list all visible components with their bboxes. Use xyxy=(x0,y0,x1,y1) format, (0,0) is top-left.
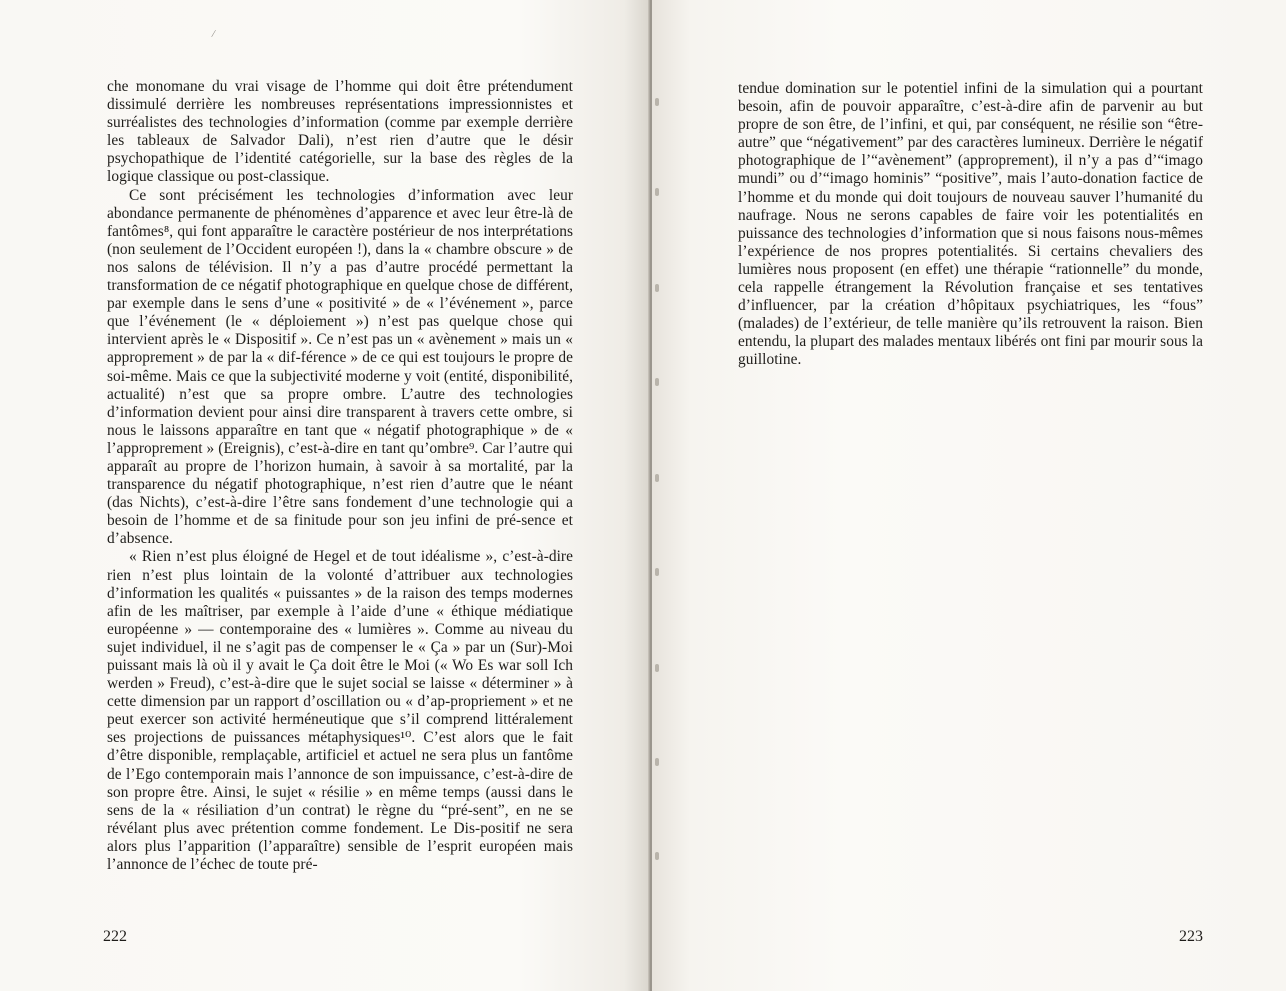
binding-stitch xyxy=(655,284,659,292)
binding-stitch xyxy=(655,474,659,482)
right-page-text xyxy=(738,80,1203,370)
page-number: 223 xyxy=(1179,928,1203,945)
binding-stitch xyxy=(655,568,659,576)
binding-stitch xyxy=(655,758,659,766)
paragraph: « Rien n’est plus éloigné de Hegel et de tout idéalisme », c’est-à-dire rien n’est plus lointain de la volonté d’attribuer aux technologies d’information les qualités « puissantes » de la raison des temps modernes afin de les maîtriser, par exemple à l’aide d’une « éthique médiatique européenne » — contemporaine des « lumières ». Comme au niveau du sujet individuel, il ne s’agit pas de compenser le « Ça » par un (Sur)-Moi puissant mais là où il y avait le Ça doit être le Moi (« Wo Es war soll Ich werden » Freud), c’est-à-dire que le sujet social se laisse « déterminer » à cette dimension par un rapport d’oscillation ou « d’ap-propriement » et ne peut exercer son activité herméneutique que s’il comprend littéralement ses projections de puissances métaphysiques¹⁰. C’est alors que le fait d’être disponible, remplaçable, artificiel et actuel ne sera plus un fantôme de l’Ego contemporain mais l’annonce de son impuissance, c’est-à-dire de son propre être. Ainsi, le sujet « résilie » en même temps (aussi dans le sens de la « résiliation d’un contrat) le règne du “pré-sent”, en ne se révélant plus avec prétention comme fondement. Le Dis-positif ne sera alors plus l’apparition (l’apparaître) sensible de l’esprit européen mais l’annonce de l’échec de toute pré- xyxy=(107,548,573,874)
paragraph: Ce sont précisément les technologies d’information avec leur abondance permanente de phénomènes d’apparence et avec leur être-là de fantômes⁸, qui font apparaître le caractère postérieur de nos interprétations (non seulement de l’Occident européen !), dans la « chambre obscure » de nos salons de télévision. Il n’y a pas d’autre procédé permettant la transformation de ce négatif photographique en quelque chose de différent, par exemple dans le sens d’une « positivité » de « l’événement », parce que l’événement (le « déploiement ») n’est pas quelque chose qui intervient après le « Dispositif ». Ce n’est pas un « avènement » mais un « approprement » de par la « dif-férence » de ce qui est toujours le propre de soi-même. Mais ce que la subjectivité moderne y voit (entité, disponibilité, actualité) n’est que sa propre ombre. L’autre des technologies d’information devient pour ainsi dire transparent à travers cette ombre, si nous le laissons apparaître en tant que « négatif photographique » de « l’approprement » (Ereignis), c’est-à-dire en tant qu’ombre⁹. Car l’autre qui apparaît au propre de l’horizon humain, à savoir à sa mortalité, par la transparence du négatif photographique, n’est rien d’autre que le néant (das Nichts), c’est-à-dire l’être sans fondement d’une technologie qui a besoin de l’homme et de sa finitude pour son jeu infini de pré-sence et d’absence. xyxy=(107,186,573,548)
stray-pencil-mark: / xyxy=(210,27,217,41)
paragraph: tendue domination sur le potentiel infini de la simulation qui a pourtant besoin, afin de pouvoir apparaître, c’est-à-dire afin de parvenir au but propre de son être, de l’infini, et qui, par conséquent, ne résilie son “être-autre” que “négativement” par des caractères lumineux. Derrière le négatif photographique de l’“avènement” (approprement), il n’y a pas d’“imago mundi” ou d’“imago hominis” “positive”, mais l’auto-donation factice de l’homme et du monde qui doit toujours de nouveau sauver l’humanité du naufrage. Nous ne serons capables de faire voir les potentialités en puissance des technologies d’information que si nous faisons nous-mêmes l’expérience de nos propres potentialités. Si certains chevaliers des lumières nous proposent (en effet) une thérapie “rationnelle” du monde, cela rappelle étrangement la Révolution française et ses tentatives d’influencer, par la création d’hôpitaux psychiatriques, les “fous” (malades) de l’extérieur, de telle manière qu’ils retrouvent la raison. Bien entendu, la plupart des malades mentaux libérés ont fini par mourir sous la guillotine. xyxy=(738,80,1203,369)
right-page xyxy=(652,0,1286,991)
binding-stitch xyxy=(655,664,659,672)
left-page-text xyxy=(107,78,573,874)
binding-stitch xyxy=(655,378,659,386)
binding-stitch xyxy=(655,852,659,860)
page-number: 222 xyxy=(103,928,127,945)
paragraph: che monomane du vrai visage de l’homme qui doit être prétendument dissimulé derrière les nombreuses représentations impressionnistes et surréalistes des technologies d’information (comme par exemple derrière les tableaux de Salvador Dali), n’est rien d’autre que le désir psychopathique de l’identité catégorielle, sur la base des règles de la logique classique ou post-classique. xyxy=(107,78,573,186)
binding-stitch xyxy=(655,188,659,196)
binding-stitch xyxy=(655,98,659,106)
